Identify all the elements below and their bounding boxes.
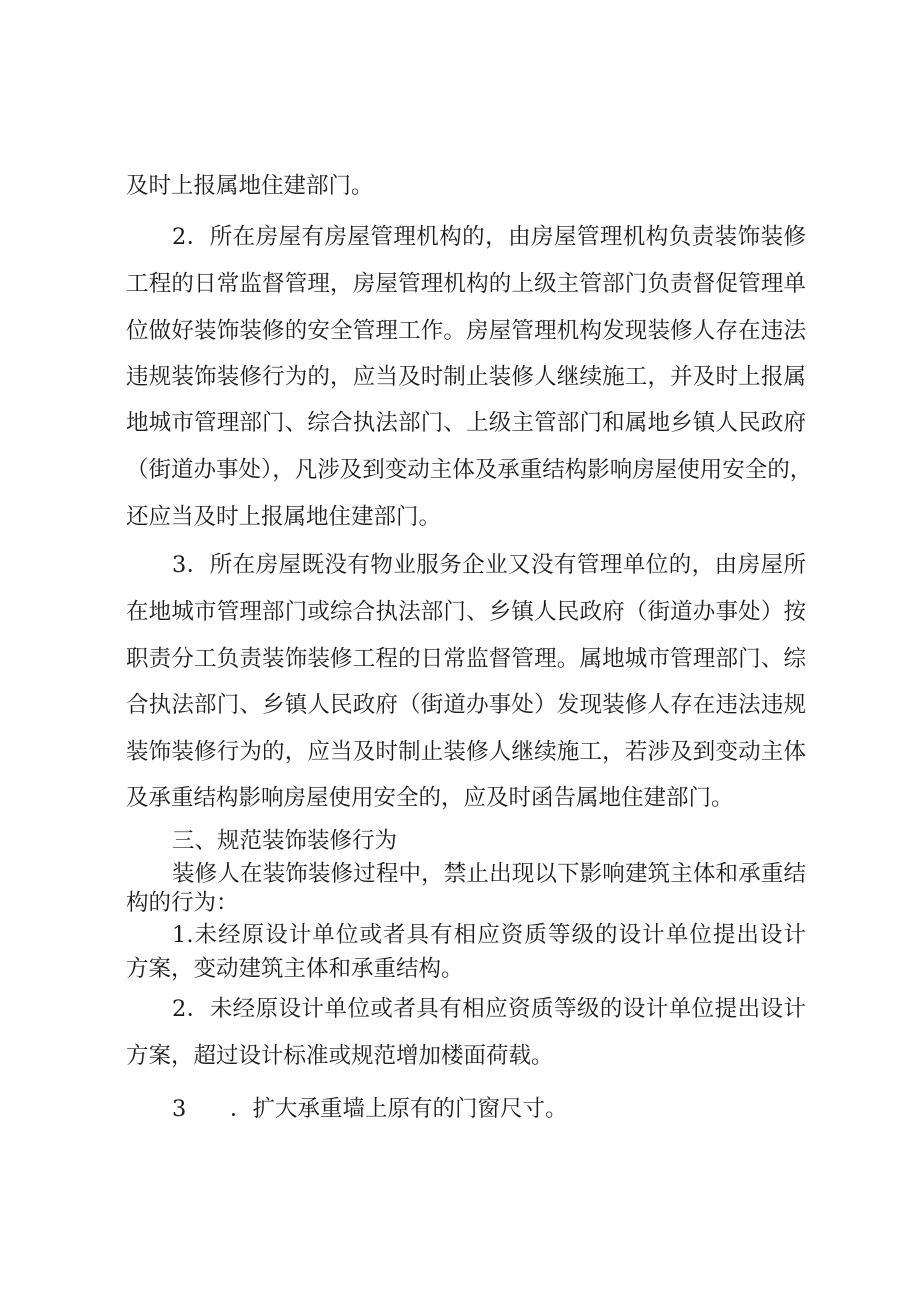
paragraph-2-line-7: 还应当及时上报属地住建部门。 <box>126 504 442 530</box>
item-2-line-2: 方案，超过设计标准或规范增加楼面荷载。 <box>126 1043 554 1069</box>
paragraph-3-line-2: 在地城市管理部门或综合执法部门、乡镇人民政府（街道办事处）按 <box>126 599 806 625</box>
item-3-number: 3 <box>172 1096 187 1122</box>
item-1-line-2: 方案，变动建筑主体和承重结构。 <box>126 956 464 982</box>
paragraph-3-line-5: 装饰装修行为的，应当及时制止装修人继续施工，若涉及到变动主体 <box>126 739 806 765</box>
intro-line-1: 装修人在装饰装修过程中，禁止出现以下影响建筑主体和承重结 <box>172 861 806 887</box>
section-heading: 三、规范装饰装修行为 <box>172 828 398 854</box>
item-1-line-1: 1.未经原设计单位或者具有相应资质等级的设计单位提出设计 <box>172 922 806 948</box>
paragraph-2-line-4: 违规装饰装修行为的，应当及时制止装修人继续施工，并及时上报属 <box>126 364 806 390</box>
paragraph-3-line-1: 3．所在房屋既没有物业服务企业又没有管理单位的，由房屋所 <box>172 552 806 578</box>
item-2-line-1: 2．未经原设计单位或者具有相应资质等级的设计单位提出设计 <box>172 996 806 1022</box>
paragraph-2-line-1: 2．所在房屋有房屋管理机构的，由房屋管理机构负责装饰装修 <box>172 224 806 250</box>
paragraph-2-line-2: 工程的日常监督管理，房屋管理机构的上级主管部门负责督促管理单 <box>126 271 806 297</box>
paragraph-3-line-4: 合执法部门、乡镇人民政府（街道办事处）发现装修人存在违法违规 <box>126 692 806 718</box>
paragraph-continuation-line: 及时上报属地住建部门。 <box>126 173 374 199</box>
paragraph-2-line-5: 地城市管理部门、综合执法部门、上级主管部门和属地乡镇人民政府 <box>126 410 806 436</box>
paragraph-2-line-6: （街道办事处），凡涉及到变动主体及承重结构影响房屋使用安全的， <box>126 457 813 483</box>
paragraph-2-line-3: 位做好装饰装修的安全管理工作。房屋管理机构发现装修人存在违法 <box>126 318 806 344</box>
paragraph-3-line-3: 职责分工负责装饰装修工程的日常监督管理。属地城市管理部门、综 <box>126 646 806 672</box>
intro-line-2: 构的行为： <box>126 890 239 916</box>
item-3-text: ．扩大承重墙上原有的门窗尺寸。 <box>230 1096 568 1122</box>
paragraph-3-line-6: 及承重结构影响房屋使用安全的，应及时函告属地住建部门。 <box>126 785 734 811</box>
